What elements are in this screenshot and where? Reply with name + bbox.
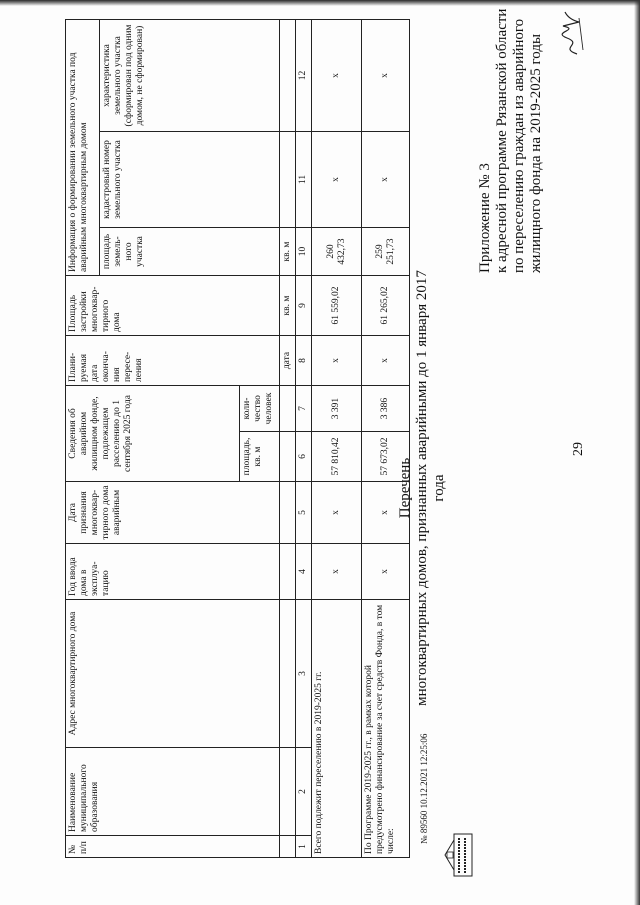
cell-cadastral: x: [362, 132, 410, 228]
th-people: коли-чество человек: [240, 386, 280, 432]
cell-built-area: 61 559,02: [312, 276, 362, 336]
th-num: № п/п: [66, 836, 280, 858]
row-label: Всего подлежит переселению в 2019-2025 гг.: [312, 600, 362, 858]
appendix-header: [477, 8, 545, 273]
col-number: 10: [296, 228, 312, 276]
col-number: 9: [296, 276, 312, 336]
title-line-2: многоквартирных домов, признанных аварийными до 1 января 2017 года: [414, 270, 447, 706]
cell-year: x: [312, 544, 362, 600]
cell-date: x: [362, 482, 410, 544]
col-number: 6: [296, 432, 312, 482]
title-line-1: Перечень: [397, 457, 413, 519]
th-planned: Плани-руемая дата оконча-ния пересе-ления: [66, 336, 280, 386]
cell-characteristics: x: [312, 20, 362, 132]
page-number: 29: [571, 442, 586, 456]
cell-planned: x: [312, 336, 362, 386]
col-number: 2: [296, 748, 312, 836]
col-number: 5: [296, 482, 312, 544]
column-number-row: [296, 20, 312, 858]
cell-cadastral: x: [312, 132, 362, 228]
cell-characteristics: x: [362, 20, 410, 132]
col-number: 8: [296, 336, 312, 386]
unit-date: дата: [280, 336, 296, 386]
th-info: Сведения об аварийном жилищном фонде, подлежащем расселению до 1 сентября 2025 года: [66, 386, 240, 482]
cell-year: x: [362, 544, 410, 600]
row-label: По Программе 2019-2025 гг., в рамках которой предусмотрено финансирование за счет средств Фонда, в том числе:: [362, 600, 410, 858]
th-built-area: Площадь застройки многоквар-тирного дома: [66, 276, 280, 336]
header-row-1: [66, 20, 100, 858]
col-number: 11: [296, 132, 312, 228]
cell-area: 57 673,02: [362, 432, 410, 482]
appendix-line-1: Приложение № 3: [477, 163, 493, 273]
table-row: [362, 20, 410, 858]
cell-land-area: 259 251,73: [362, 228, 410, 276]
appendix-line-3: по переселению граждан из аварийного: [511, 18, 527, 273]
registry-stamp-icon: [442, 832, 474, 878]
appendix-line-2: к адресной программе Рязанской области: [494, 8, 510, 273]
cell-planned: x: [362, 336, 410, 386]
scan-edge-right: [634, 0, 640, 905]
col-number: 12: [296, 20, 312, 132]
th-land-info: Информация о формировании земельного участка под аварийным многоквартирным домом: [66, 20, 100, 276]
cell-land-area: 260 432,73: [312, 228, 362, 276]
col-number: 1: [296, 836, 312, 858]
emergency-housing-table: [65, 19, 410, 858]
th-area: площадь, кв. м: [240, 432, 280, 482]
cell-date: x: [312, 482, 362, 544]
cell-people: 3 391: [312, 386, 362, 432]
col-number: 4: [296, 544, 312, 600]
appendix-line-4: жилищного фонда на 2019-2025 годы: [528, 33, 544, 273]
th-date: Дата признания многоквар-тирного дома аварийным: [66, 482, 280, 544]
unit-sqm-built: кв. м: [280, 276, 296, 336]
cell-people: 3 386: [362, 386, 410, 432]
th-address: Адрес многоквартирного дома: [66, 600, 280, 748]
col-number: 3: [296, 600, 312, 748]
cell-built-area: 61 265,02: [362, 276, 410, 336]
handwritten-signature-icon: [553, 10, 587, 58]
th-characteristics: характеристика земельного участка (сформирован под одним домом, не сформирован): [100, 20, 280, 132]
scan-edge-top: [0, 0, 640, 6]
th-cadastral: кадастровый номер земельного участка: [100, 132, 280, 228]
col-number: 7: [296, 386, 312, 432]
cell-area: 57 810,42: [312, 432, 362, 482]
th-municipality: Наименование муниципального образования: [66, 748, 280, 836]
th-year: Год ввода дома в эксплуа-тацию: [66, 544, 280, 600]
units-row: [280, 20, 296, 858]
registration-footer: № 89560 10.12.2021 12:25:06: [419, 733, 429, 844]
unit-sqm-land: кв. м: [280, 228, 296, 276]
table-row: [312, 20, 362, 858]
rotated-sheet: [5, 8, 625, 888]
th-land-area: площадь земель-ного участка: [100, 228, 280, 276]
